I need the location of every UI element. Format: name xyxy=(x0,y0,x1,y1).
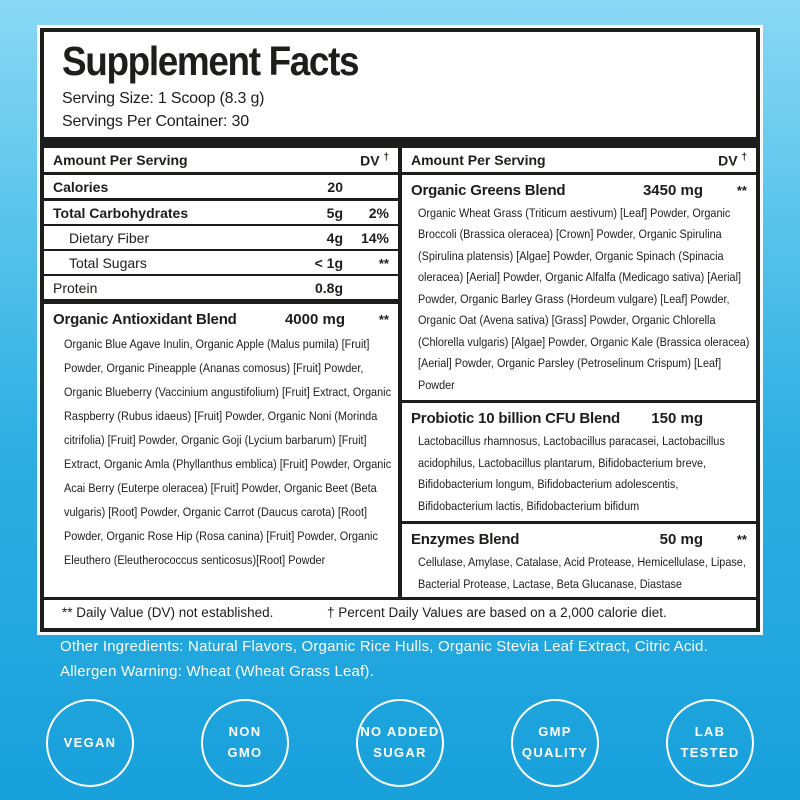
dv-label: DV † xyxy=(718,152,747,169)
other-ingredients-text: Other Ingredients: Natural Flavors, Organic Rice Hulls, Organic Stevia Leaf Extract, Citric Acid. xyxy=(60,638,708,655)
table-row-protein: Protein 0.8g xyxy=(44,276,398,304)
no-added-sugar-badge: NO ADDED SUGAR xyxy=(356,699,444,787)
probiotic-blend-section xyxy=(402,403,756,524)
dv-label: DV † xyxy=(360,152,389,169)
right-column xyxy=(402,148,756,597)
vegan-badge: VEGAN xyxy=(46,699,134,787)
probiotic-blend-ingredients: Lactobacillus rhamnosus, Lactobacillus paracasei, Lactobacillus acidophilus, Lactobacillus plantarum, Bifidobacterium breve, Bifidobacterium longum, Bifidobacterium adolescentis, Bifidobacterium lactis, Bifidobacterium bifidum xyxy=(418,434,725,513)
servings-per-container: Servings Per Container: 30 xyxy=(62,113,249,130)
greens-blend-header: Organic Greens Blend 3450 mg ** xyxy=(411,181,747,199)
supplement-facts-title: Supplement Facts xyxy=(62,38,359,84)
greens-blend-ingredients: Organic Wheat Grass (Triticum aestivum) [Leaf] Powder, Organic Broccoli (Brassica oleracea) [Crown] Powder, Organic Spirulina (Spirulina platensis) [Algae] Powder, Organic Spinach (Spinacia oleracea) [Aerial] Powder, Organic Alfalfa (Medicago sativa) [Aerial] Powder, Organic Barley Grass (Hordeum vulgare) [Leaf] Powder, Organic Oat (Avena sativa) [Grass] Powder, Organic Chlorella (Chlorella vulgaris) [Algae] Powder, Organic Kale (Brassica oleracea) [Aerial] Powder, Organic Parsley (Petroselinum Crispum) [Leaf] Powder xyxy=(418,205,750,392)
gmp-quality-badge: GMP QUALITY xyxy=(511,699,599,787)
allergen-warning-text: Allergen Warning: Wheat (Wheat Grass Leaf). xyxy=(60,663,374,680)
greens-blend-section xyxy=(402,175,756,404)
antioxidant-blend-ingredients: Organic Blue Agave Inulin, Organic Apple (Malus pumila) [Fruit] Powder, Organic Pineapple (Ananas comosus) [Fruit] Powder, Organic Blueberry (Vaccinium angustifolium) [Fruit] Extract, Organic Raspberry (Rubus idaeus) [Fruit] Powder, Organic Noni (Morinda citrifolia) [Fruit] Powder, Organic Goji (Lycium barbarum) [Fruit] Extract, Organic Amla (Phyllanthus emblica) [Fruit] Powder, Organic Acai Berry (Euterpe oleracea) [Fruit] Powder, Organic Beet (Beta vulgaris) [Root] Powder, Organic Carrot (Daucus carota) [Root] Powder, Organic Rose Hip (Rosa canina) [Fruit] Powder, Organic Eleuthero (Eleutherococcus senticosus)[Root] Powder xyxy=(64,336,392,567)
amount-per-serving-label: Amount Per Serving xyxy=(53,152,188,169)
footnotes xyxy=(44,600,756,628)
table-row-dietary-fiber: Dietary Fiber 4g 14% xyxy=(44,226,398,251)
footnote-dv-not-established: ** Daily Value (DV) not established. xyxy=(62,605,274,620)
table-row-calories: Calories 20 xyxy=(44,175,398,201)
non-gmo-badge: NON GMO xyxy=(201,699,289,787)
antioxidant-blend-header: Organic Antioxidant Blend 4000 mg ** xyxy=(53,310,389,328)
antioxidant-blend-section xyxy=(44,304,398,572)
dagger-symbol: † xyxy=(383,152,389,163)
serving-size: Serving Size: 1 Scoop (8.3 g) xyxy=(62,90,265,107)
dagger-symbol: † xyxy=(741,152,747,163)
table-row-total-sugars: Total Sugars < 1g ** xyxy=(44,251,398,276)
enzymes-blend-header: Enzymes Blend 50 mg ** xyxy=(411,531,747,549)
lab-tested-badge: LAB TESTED xyxy=(666,699,754,787)
footnote-percent-daily-values: † Percent Daily Values are based on a 2,000 calorie diet. xyxy=(327,605,667,620)
amount-per-serving-label: Amount Per Serving xyxy=(411,152,546,169)
badge-row xyxy=(46,699,754,787)
left-column xyxy=(44,148,402,597)
probiotic-blend-header: Probiotic 10 billion CFU Blend 150 mg xyxy=(411,410,703,428)
table-row-total-carbohydrates: Total Carbohydrates 5g 2% xyxy=(44,201,398,226)
supplement-facts-panel xyxy=(40,28,760,632)
left-column-header xyxy=(44,148,398,175)
panel-header xyxy=(44,32,756,137)
header-divider-band xyxy=(44,137,756,148)
facts-columns xyxy=(44,148,756,600)
right-column-header xyxy=(402,148,756,175)
enzymes-blend-section xyxy=(402,524,756,595)
enzymes-blend-ingredients: Cellulase, Amylase, Catalase, Acid Protease, Hemicellulase, Lipase, Bacterial Protease, Lactase, Beta Glucanase, Diastase xyxy=(418,555,746,591)
